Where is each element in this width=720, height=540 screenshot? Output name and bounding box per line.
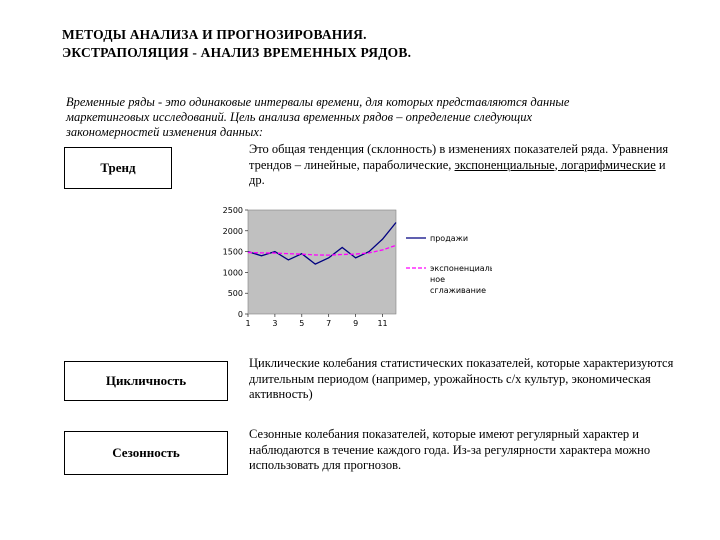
seasonality-description: Сезонные колебания показателей, которые имеют регулярный характер и наблюдаются в течение каждого года. Из-за регулярности характера можно использовать для прогнозов. [249,427,651,472]
svg-text:продажи: продажи [430,234,469,243]
trend-description-tail: и др. [249,157,666,187]
slide-title [62,26,411,62]
svg-text:500: 500 [227,289,243,299]
svg-text:ное: ное [430,275,446,284]
trend-box-label: Тренд [100,160,136,175]
svg-text:0: 0 [237,310,243,319]
sales-line-chart-svg [212,204,492,336]
trend-box [64,147,172,189]
trend-description-underlined: экспоненциальные, логарифмические [454,157,656,172]
svg-text:сглаживание: сглаживание [430,286,486,295]
cyclicity-box-label: Цикличность [105,373,187,388]
svg-text:экспоненциаль: экспоненциаль [430,264,492,273]
slide-title-line-2: ЭКСТРАПОЛЯЦИЯ - АНАЛИЗ ВРЕМЕННЫХ РЯДОВ. [62,45,412,60]
trend-description-text: Это общая тенденция (склонность) в изменениях показателей ряда. Уравнения трендов – линейные, параболические, [249,142,669,172]
svg-text:1: 1 [245,319,251,328]
slide-title-line-1: МЕТОДЫ АНАЛИЗА И ПРОГНОЗИРОВАНИЯ. [62,27,367,42]
svg-text:2000: 2000 [222,226,243,236]
cyclicity-description: Циклические колебания статистических показателей, которые характеризуются длительным периодом (например, урожайность с/х культур, экономическая активность) [249,356,674,401]
cyclicity-box [64,361,228,401]
svg-text:9: 9 [353,319,359,328]
svg-text:2500: 2500 [222,206,243,215]
svg-text:3: 3 [272,319,278,328]
svg-text:11: 11 [377,319,388,328]
svg-text:1500: 1500 [222,247,243,257]
seasonality-box [64,431,228,475]
svg-text:1000: 1000 [222,268,243,278]
trend-description [249,142,669,189]
svg-text:7: 7 [326,319,332,328]
svg-text:5: 5 [299,319,305,328]
seasonality-box-label: Сезонность [112,445,180,460]
intro-paragraph: Временные ряды - это одинаковые интервалы времени, для которых представляются данные маркетинговых исследований. Цель анализа временных рядов – определение следующих закономерностей изменения данных: [66,94,570,139]
sales-line-chart [212,204,492,336]
